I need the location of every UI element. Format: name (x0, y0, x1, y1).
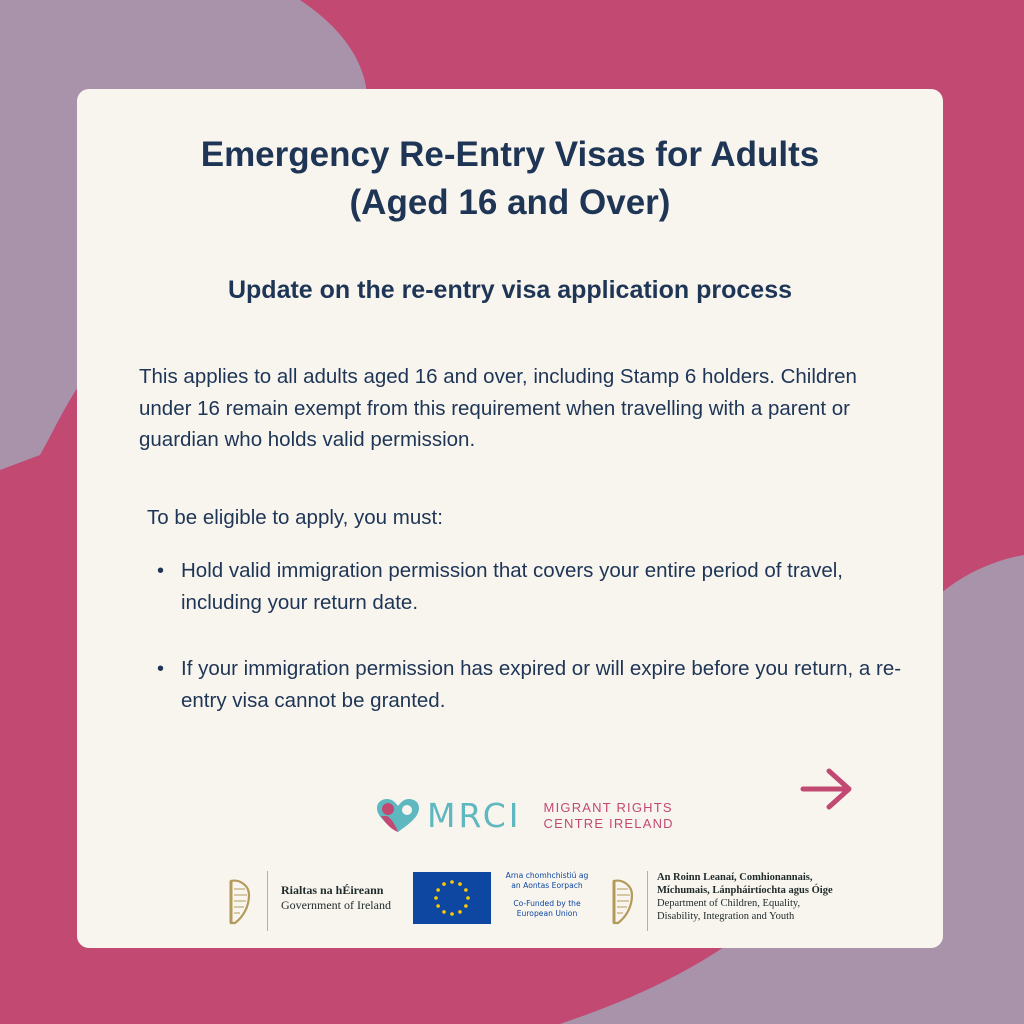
eu-irish-line-2: an Aontas Eorpach (511, 881, 583, 890)
gov-english-name: Government of Ireland (281, 898, 391, 912)
mrci-heart-icon (373, 796, 423, 836)
list-item (157, 555, 911, 619)
title-line-1: Emergency Re-Entry Visas for Adults (200, 135, 820, 174)
eu-cofunding-text (495, 871, 599, 919)
eu-irish-line-1: Arna chomhchistiú ag (505, 871, 589, 880)
eligibility-heading: To be eligible to apply, you must: (147, 506, 443, 529)
mrci-tagline-line-2: CENTRE IRELAND (543, 816, 674, 831)
bullet-icon: • (157, 560, 165, 582)
info-card (77, 89, 943, 948)
bullet-icon: • (157, 658, 165, 680)
eu-english-line-2: European Union (516, 909, 578, 918)
requirement-text: Hold valid immigration permission that covers your entire period of travel, including your return date. (181, 559, 843, 614)
requirement-text: If your immigration permission has expired or will expire before you return, a re-entry visa cannot be granted. (181, 657, 902, 712)
harp-icon (608, 877, 636, 925)
divider (267, 871, 268, 931)
department-logo (657, 871, 857, 923)
list-item (157, 653, 911, 717)
intro-paragraph: This applies to all adults aged 16 and over, including Stamp 6 holders. Children under 16 remain exempt from this requirement when travelling with a parent or guardian who holds valid permission. (139, 365, 857, 451)
title-line-2: (Aged 16 and Over) (349, 183, 671, 222)
divider (647, 871, 648, 931)
eu-flag-icon (413, 872, 491, 924)
harp-icon (225, 877, 253, 925)
dept-english-line-2: Disability, Integration and Youth (657, 911, 795, 922)
mrci-logo (373, 791, 674, 841)
funder-logos (225, 867, 845, 935)
dept-english-line-1: Department of Children, Equality, (657, 898, 801, 909)
page-title (77, 131, 943, 227)
mrci-tagline (544, 800, 674, 832)
arrow-right-icon[interactable] (799, 766, 855, 812)
mrci-tagline-line-1: MIGRANT RIGHTS (543, 800, 673, 815)
dept-irish-line-2: Míchumais, Lánpháirtíochta agus Óige (657, 885, 833, 896)
gov-irish-name: Rialtas na hÉireann (281, 883, 384, 897)
mrci-acronym: MRCI (427, 796, 522, 835)
eu-english-line-1: Co-Funded by the (513, 899, 581, 908)
dept-irish-line-1: An Roinn Leanaí, Comhionannais, (657, 872, 813, 883)
page-subtitle: Update on the re-entry visa application process (227, 276, 793, 304)
government-of-ireland-logo (281, 883, 391, 913)
